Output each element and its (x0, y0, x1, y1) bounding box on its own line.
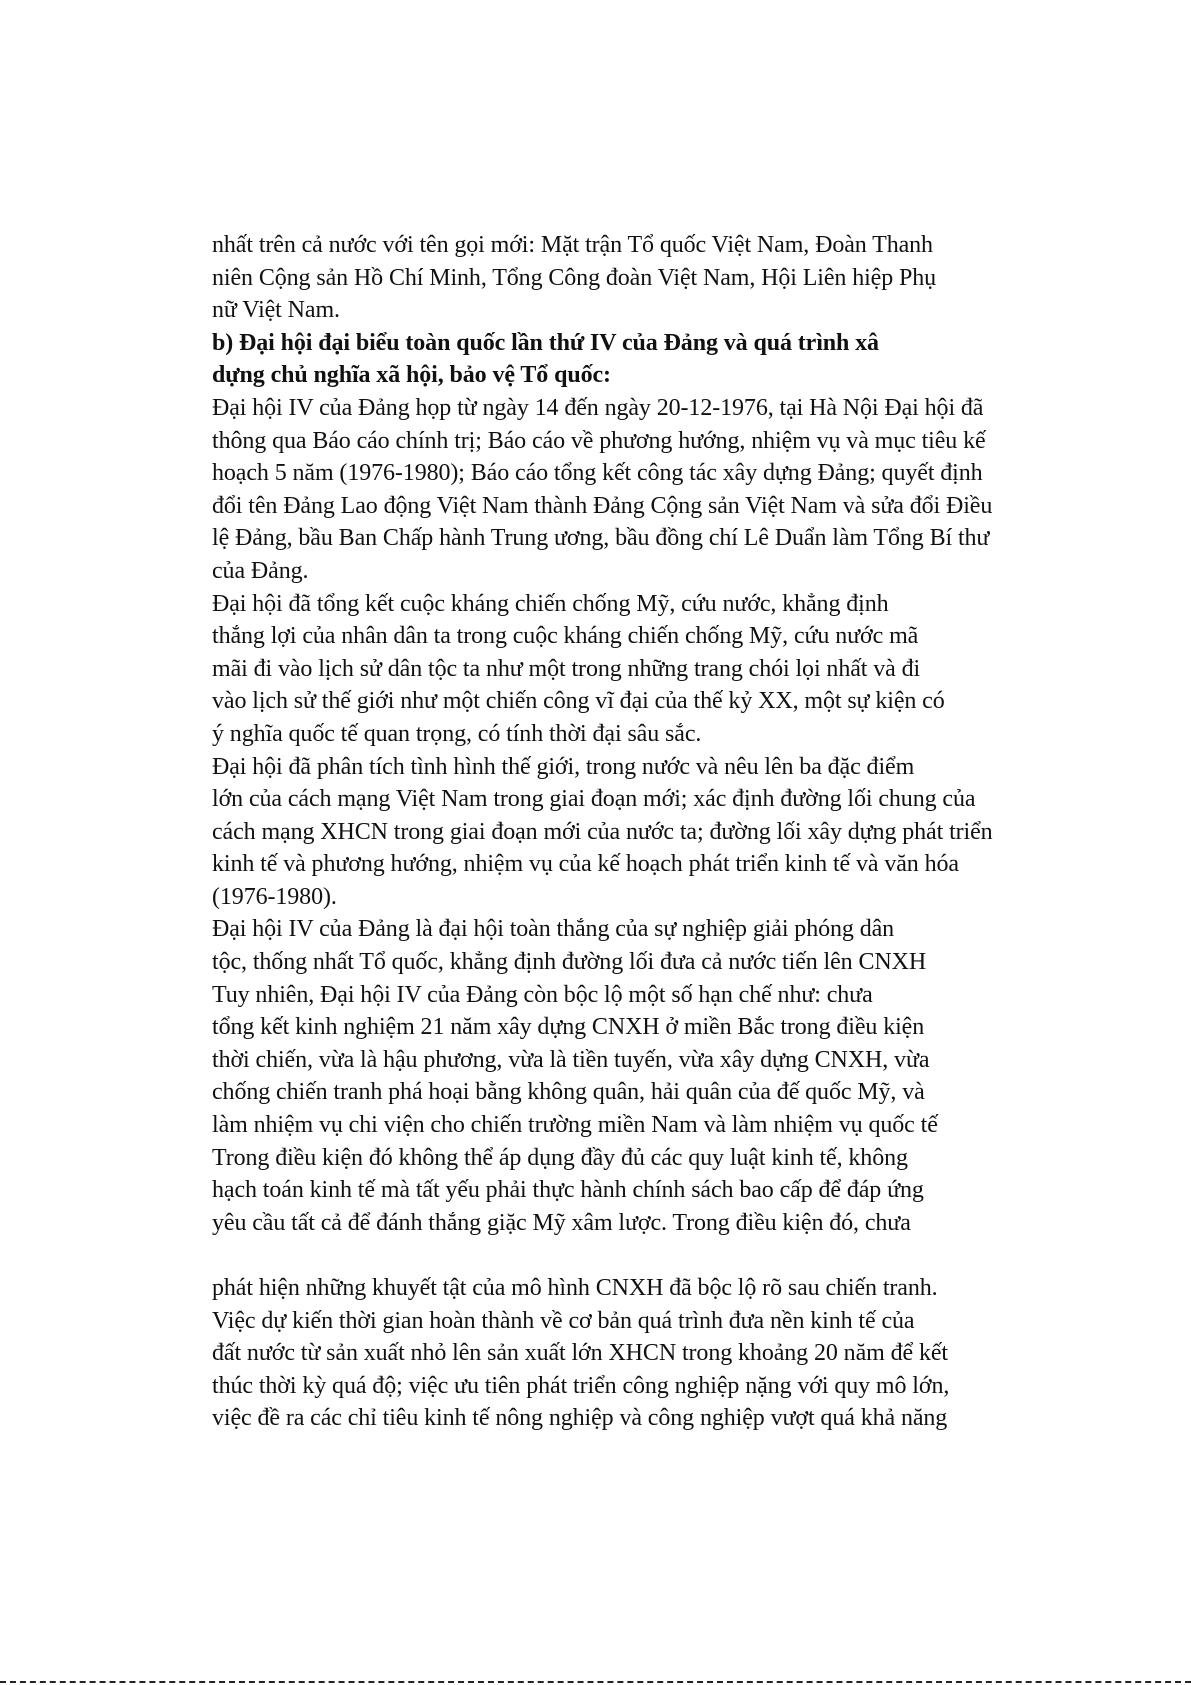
text-line: cách mạng XHCN trong giai đoạn mới của nước ta; đường lối xây dựng phát triển (212, 818, 993, 845)
text-line: hoạch 5 năm (1976-1980); Báo cáo tổng kết công tác xây dựng Đảng; quyết định (212, 460, 983, 487)
page-break-gap (212, 1239, 1112, 1272)
section-heading-line: b) Đại hội đại biểu toàn quốc lần thứ IV của Đảng và quá trình xâ (212, 329, 879, 356)
text-line: niên Cộng sản Hồ Chí Minh, Tổng Công đoàn Việt Nam, Hội Liên hiệp Phụ (212, 264, 937, 291)
text-line: lớn của cách mạng Việt Nam trong giai đoạn mới; xác định đường lối chung của (212, 786, 976, 813)
text-line: tổng kết kinh nghiệm 21 năm xây dựng CNXH ở miền Bắc trong điều kiện (212, 1014, 925, 1041)
text-line: lệ Đảng, bầu Ban Chấp hành Trung ương, bầu đồng chí Lê Duẩn làm Tổng Bí thư (212, 525, 990, 552)
text-line: vào lịch sử thế giới như một chiến công vĩ đại của thế kỷ XX, một sự kiện có (212, 688, 945, 715)
text-line: chống chiến tranh phá hoại bằng không quân, hải quân của đế quốc Mỹ, và (212, 1079, 925, 1106)
text-line: thời chiến, vừa là hậu phương, vừa là tiền tuyến, vừa xây dựng CNXH, vừa (212, 1046, 930, 1073)
text-line: thông qua Báo cáo chính trị; Báo cáo về phương hướng, nhiệm vụ và mục tiêu kế (212, 427, 986, 454)
text-line: Đại hội IV của Đảng họp từ ngày 14 đến ngày 20-12-1976, tại Hà Nội Đại hội đã (212, 394, 984, 421)
text-line: nhất trên cả nước với tên gọi mới: Mặt trận Tổ quốc Việt Nam, Đoàn Thanh (212, 232, 933, 258)
text-line: của Đảng. (212, 557, 309, 584)
text-line: Tuy nhiên, Đại hội IV của Đảng còn bộc lộ một số hạn chế như: chưa (212, 981, 873, 1008)
text-line: việc đề ra các chỉ tiêu kinh tế nông nghiệp và công nghiệp vượt quá khả năng (212, 1405, 948, 1432)
text-line: mãi đi vào lịch sử dân tộc ta như một trong những trang chói lọi nhất và đi (212, 655, 921, 682)
page-bottom-rule (0, 1681, 1191, 1683)
text-line: đất nước từ sản xuất nhỏ lên sản xuất lớn XHCN trong khoảng 20 năm để kết (212, 1340, 948, 1367)
text-line: thắng lợi của nhân dân ta trong cuộc kháng chiến chống Mỹ, cứu nước mã (212, 623, 919, 650)
document-body (212, 229, 1112, 1435)
text-line: hạch toán kinh tế mà tất yếu phải thực hành chính sách bao cấp để đáp ứng (212, 1177, 924, 1204)
text-line: Trong điều kiện đó không thể áp dụng đầy đủ các quy luật kinh tế, không (212, 1144, 908, 1171)
text-line: thúc thời kỳ quá độ; việc ưu tiên phát triển công nghiệp nặng với quy mô lớn, (212, 1372, 950, 1399)
text-line: tộc, thống nhất Tổ quốc, khẳng định đường lối đưa cả nước tiến lên CNXH (212, 949, 927, 976)
text-line: Đại hội đã phân tích tình hình thế giới, trong nước và nêu lên ba đặc điểm (212, 753, 915, 780)
text-line: ý nghĩa quốc tế quan trọng, có tính thời đại sâu sắc. (212, 720, 702, 747)
text-line: kinh tế và phương hướng, nhiệm vụ của kế hoạch phát triển kinh tế và văn hóa (212, 851, 959, 878)
section-heading-line: dựng chủ nghĩa xã hội, bảo vệ Tổ quốc: (212, 362, 611, 389)
text-line: phát hiện những khuyết tật của mô hình CNXH đã bộc lộ rõ sau chiến tranh. (212, 1275, 938, 1301)
text-line: nữ Việt Nam. (212, 297, 340, 324)
text-line: Việc dự kiến thời gian hoàn thành về cơ bản quá trình đưa nền kinh tế của (212, 1307, 915, 1334)
text-line: (1976-1980). (212, 883, 337, 910)
text-line: Đại hội IV của Đảng là đại hội toàn thắng của sự nghiệp giải phóng dân (212, 916, 895, 943)
text-line: làm nhiệm vụ chi viện cho chiến trường miền Nam và làm nhiệm vụ quốc tế (212, 1112, 938, 1139)
text-line: yêu cầu tất cả để đánh thắng giặc Mỹ xâm lược. Trong điều kiện đó, chưa (212, 1209, 911, 1236)
text-line: đổi tên Đảng Lao động Việt Nam thành Đảng Cộng sản Việt Nam và sửa đổi Điều (212, 492, 993, 519)
text-line: Đại hội đã tổng kết cuộc kháng chiến chống Mỹ, cứu nước, khẳng định (212, 590, 889, 617)
